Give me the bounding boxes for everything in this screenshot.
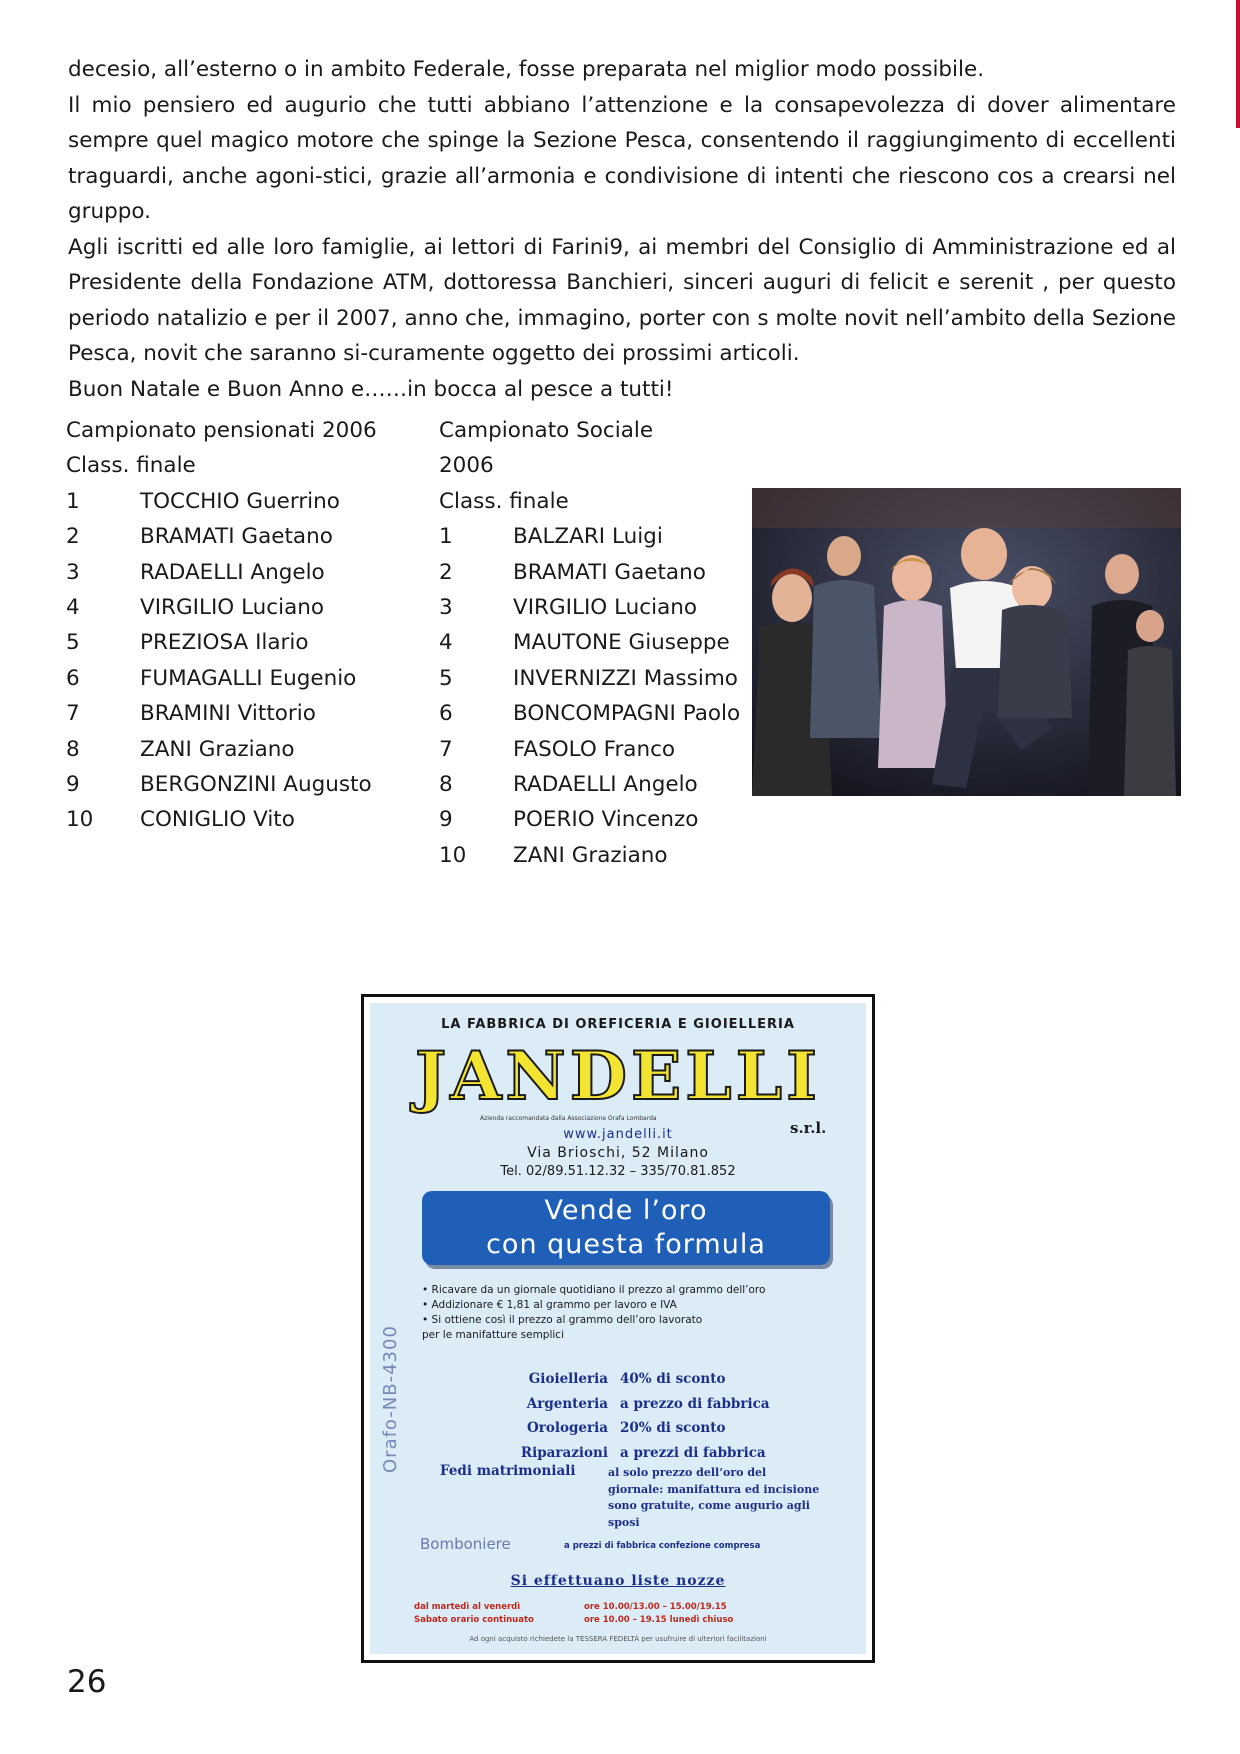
page-number: 26 (67, 1664, 107, 1700)
ad-hours-value: ore 10.00/13.00 – 15.00/19.15 (584, 1602, 727, 1612)
ad-vertical-code: Orafo-NB-4300 (380, 1325, 401, 1473)
pensionati-title: Campionato pensionati 2006 (66, 418, 377, 443)
ad-opening-hours (414, 1601, 733, 1627)
position: 4 (439, 630, 453, 656)
ad-hours-label: Sabato orario continuato (414, 1615, 534, 1625)
position: 9 (66, 772, 80, 798)
ad-banner-line-2: con questa formula (486, 1229, 766, 1260)
position: 3 (439, 595, 453, 621)
position: 1 (439, 524, 453, 550)
ad-association-note: Azienda raccomandata dalla Associazione Orafa Lombarda (480, 1115, 657, 1122)
position: 10 (66, 807, 94, 833)
position: 2 (66, 524, 80, 550)
position: 8 (66, 736, 80, 762)
standing-row (439, 519, 740, 554)
athlete-name: VIRGILIO Luciano (140, 595, 325, 621)
position: 7 (439, 736, 453, 762)
ad-bomboniere-description: a prezzi di fabbrica confezione compresa (564, 1541, 761, 1551)
standing-row (439, 767, 740, 802)
ad-offer-label: Gioielleria (528, 1371, 608, 1387)
athlete-name: RADAELLI Angelo (513, 772, 698, 798)
sociale-title: Campionato Sociale (439, 418, 654, 443)
ad-bomboniere-label: Bomboniere (420, 1535, 511, 1553)
paragraph-1: decesio, all’esterno o in ambito Federale, fosse preparata nel miglior modo possibile. (68, 57, 985, 82)
ad-offer-row (430, 1392, 850, 1417)
athlete-name: TOCCHIO Guerrino (140, 488, 340, 514)
athlete-name: FASOLO Franco (513, 736, 676, 762)
ad-banner-line-1: Vende l’oro (544, 1195, 708, 1226)
ad-phone: Tel. 02/89.51.12.32 – 335/70.81.852 (500, 1164, 736, 1179)
ad-fedi-description: al solo prezzo dell’oro del giornale: manifattura ed incisione sono gratuite, come augurio agli sposi (608, 1466, 820, 1529)
athlete-name: INVERNIZZI Massimo (513, 665, 738, 691)
athlete-name: RADAELLI Angelo (140, 559, 325, 585)
standing-row (66, 590, 377, 625)
athlete-name: ZANI Graziano (140, 736, 295, 762)
red-edge-mark (1236, 0, 1240, 128)
jandelli-advertisement (361, 994, 875, 1663)
ad-wedding-list: Si effettuano liste nozze (510, 1573, 726, 1589)
paragraph-2: Il mio pensiero ed augurio che tutti abbiano l’attenzione e la consapevolezza di dover alimentare sempre quel magico motore che spinge la Sezione Pesca, consentendo il raggiungimento di eccellenti traguardi, anche agoni-stici, grazie all’armonia e condivisione di intenti che riescono cos a crearsi nel gruppo. (68, 92, 1176, 224)
athlete-name: PREZIOSA Ilario (140, 630, 309, 656)
standing-row (439, 802, 740, 837)
paragraph-3: Agli iscritti ed alle loro famiglie, ai lettori di Farini9, ai membri del Consiglio di Amministrazione ed al Presidente della Fondazione ATM, dottoressa Banchieri, sinceri auguri di felicit e serenit , per questo periodo natalizio e per il 2007, anno che, immagino, porter con s molte novit nell’ambito della Sezione Pesca, novit che saranno si-curamente oggetto dei prossimi articoli. (68, 234, 1176, 366)
standing-row (66, 484, 377, 519)
standing-row (66, 732, 377, 767)
position: 2 (439, 559, 453, 585)
group-photo-illustration (752, 488, 1181, 796)
ad-offer-value: 20% di sconto (620, 1420, 726, 1436)
standing-row (439, 696, 740, 731)
ad-srl: s.r.l. (790, 1119, 827, 1137)
standing-row (439, 838, 740, 873)
athlete-name: CONIGLIO Vito (140, 807, 295, 833)
sociale-standings (439, 413, 740, 873)
ad-bullet-list (422, 1283, 842, 1343)
position: 8 (439, 772, 453, 798)
athlete-name: BRAMATI Gaetano (140, 524, 333, 550)
athlete-name: BRAMINI Vittorio (140, 701, 316, 727)
ad-hours-label: dal martedì al venerdì (414, 1602, 521, 1612)
sociale-year: 2006 (439, 453, 494, 479)
ad-offer-row (430, 1441, 850, 1466)
position: 4 (66, 595, 80, 621)
athlete-name: FUMAGALLI Eugenio (140, 665, 357, 691)
standing-row (66, 625, 377, 660)
ad-banner (422, 1191, 830, 1265)
standing-row (66, 696, 377, 731)
position: 7 (66, 701, 80, 727)
athlete-name: ZANI Graziano (513, 842, 668, 868)
ad-website: www.jandelli.it (563, 1127, 673, 1142)
standing-row (66, 519, 377, 554)
pensionati-standings (66, 413, 377, 838)
athlete-name: POERIO Vincenzo (513, 807, 699, 833)
position: 1 (66, 488, 80, 514)
standing-row (66, 767, 377, 802)
athlete-name: BRAMATI Gaetano (513, 559, 706, 585)
athlete-name: BONCOMPAGNI Paolo (513, 701, 741, 727)
position: 3 (66, 559, 80, 585)
group-photo (752, 488, 1181, 796)
standing-row (439, 625, 740, 660)
standing-row (66, 802, 377, 837)
ad-hours-value: ore 10.00 – 19.15 lunedì chiuso (584, 1615, 734, 1625)
ad-offer-label: Argenteria (526, 1395, 608, 1412)
athlete-name: BALZARI Luigi (513, 524, 663, 550)
pensionati-subtitle: Class. finale (66, 453, 196, 479)
position: 6 (66, 665, 80, 691)
position: 5 (66, 630, 80, 656)
ad-tagline: LA FABBRICA DI OREFICERIA E GIOIELLERIA (441, 1017, 795, 1032)
sociale-subtitle: Class. finale (439, 488, 569, 514)
ad-offer-value: 40% di sconto (620, 1371, 726, 1387)
paragraph-4: Buon Natale e Buon Anno e……in bocca al pesce a tutti! (68, 376, 674, 402)
ad-panel (370, 1003, 866, 1654)
ad-offer-row (430, 1367, 850, 1392)
ad-offer-value: a prezzo di fabbrica (620, 1395, 770, 1412)
position: 6 (439, 701, 453, 727)
ad-address: Via Brioschi, 52 Milano (527, 1145, 709, 1161)
athlete-name: MAUTONE Giuseppe (513, 630, 730, 656)
ad-brand-logo: JANDELLI (415, 1037, 821, 1115)
standing-row (66, 555, 377, 590)
position: 10 (439, 842, 467, 868)
standing-row (439, 555, 740, 590)
ad-offer-grid (430, 1367, 850, 1465)
ad-footer-note: Ad ogni acquisto richiedete la TESSERA FEDELTÀ per usufruire di ulteriori facilitazioni (469, 1635, 767, 1643)
ad-offer-label: Orologeria (526, 1420, 608, 1436)
ad-offer-label: Riparazioni (520, 1444, 608, 1461)
ad-bullet: per le manifatture semplici (422, 1329, 564, 1341)
standing-row (66, 661, 377, 696)
standing-row (439, 732, 740, 767)
athlete-name: BERGONZINI Augusto (140, 772, 372, 798)
ad-fedi-label: Fedi matrimoniali (440, 1463, 576, 1479)
athlete-name: VIRGILIO Luciano (513, 595, 698, 621)
article-body (68, 52, 1176, 407)
ad-bullet: • Ricavare da un giornale quotidiano il prezzo al grammo dell’oro (422, 1284, 766, 1296)
ad-offer-row (430, 1416, 850, 1441)
position: 9 (439, 807, 453, 833)
ad-bullet: • Addizionare € 1,81 al grammo per lavoro e IVA (422, 1299, 677, 1311)
standing-row (439, 661, 740, 696)
position: 5 (439, 665, 453, 691)
ad-bullet: • Si ottiene così il prezzo al grammo dell’oro lavorato (422, 1314, 703, 1326)
ad-offer-value: a prezzi di fabbrica (620, 1444, 766, 1461)
standing-row (439, 590, 740, 625)
